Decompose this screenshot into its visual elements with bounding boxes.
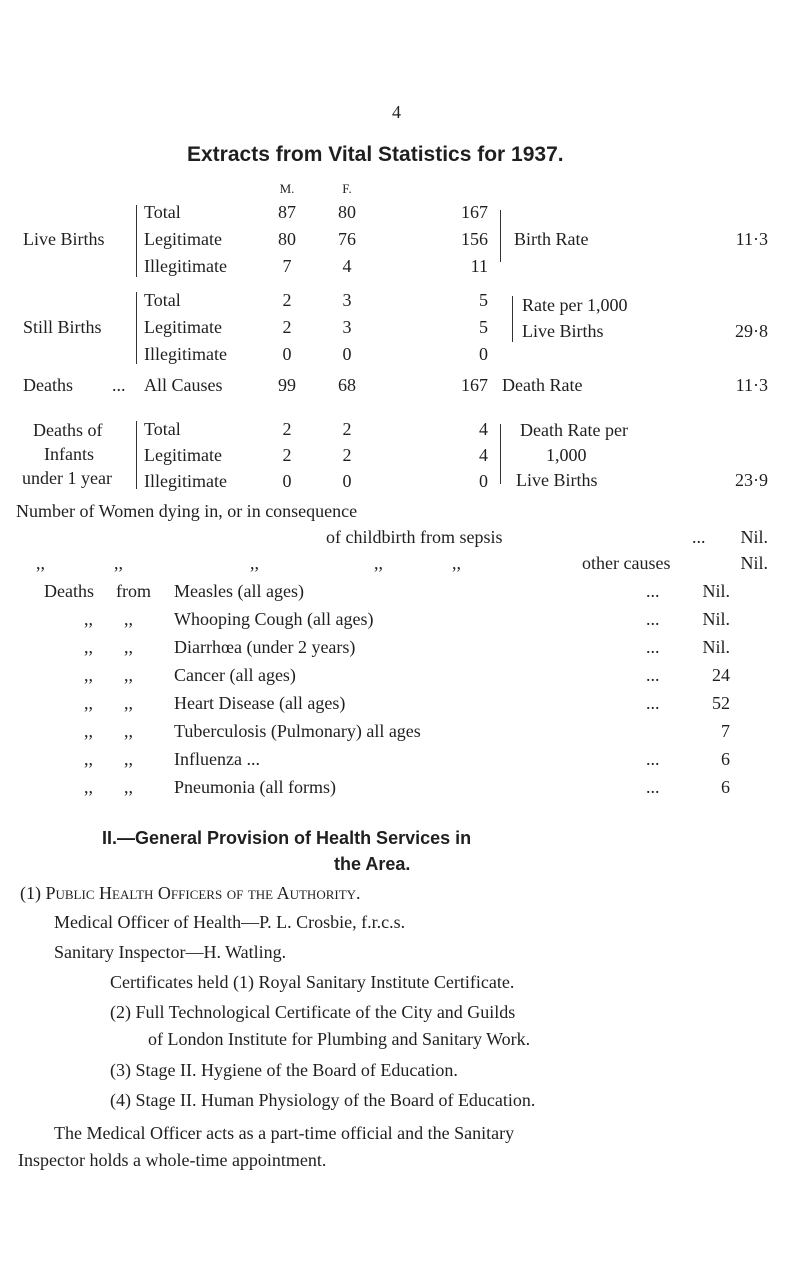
deaths-all-causes: All Causes [144,375,223,395]
live-births-total-f: 80 [338,202,356,222]
still-births-illegit-m: 0 [282,344,292,364]
cause-ditto: ,, [84,637,93,657]
live-births-illegit-t: 11 [470,256,488,276]
cause-ditto: ,, [84,665,93,685]
birth-rate-label: Birth Rate [514,229,589,249]
infant-legit-label: Legitimate [144,445,222,465]
cause-value: Nil. [702,581,730,601]
maternal-line3: other causes [582,553,671,573]
still-births-legit-m: 2 [282,317,292,337]
still-births-legit-f: 3 [342,317,352,337]
brace-birth-rate [500,210,501,262]
maternal-ditto-1: ,, [36,553,45,573]
still-births-label: Still Births [23,317,102,337]
cause-value: Nil. [702,609,730,629]
infant-legit-t: 4 [479,445,488,465]
cause-ditto: ,, [84,777,93,797]
maternal-ditto-5: ,, [452,553,461,573]
cause-name: Cancer (all ages) [174,665,296,685]
infant-total-f: 2 [342,419,352,439]
cause-name: Measles (all ages) [174,581,304,601]
cause-name: Tuberculosis (Pulmonary) all ages [174,721,421,741]
maternal-line2: of childbirth from sepsis [326,527,503,547]
deaths-label: Deaths [23,375,73,395]
cause-name: Diarrhœa (under 2 years) [174,637,356,657]
cause-value: 24 [712,665,730,685]
live-births-legit-label: Legitimate [144,229,222,249]
certificate-line: (3) Stage II. Hygiene of the Board of Education. [110,1060,458,1080]
death-rate-value: 11·3 [735,375,768,395]
section-heading-line2: the Area. [334,854,411,874]
still-births-legit-t: 5 [479,317,488,337]
page-number: 4 [392,102,401,122]
col-header-female: F. [342,181,352,196]
brace-live-births [136,205,137,277]
still-births-total-label: Total [144,290,181,310]
cause-value: Nil. [702,637,730,657]
still-rate-line2-label: Live Births [522,321,604,341]
birth-rate-value: 11·3 [735,229,768,249]
cause-ditto: ,, [84,749,93,769]
still-births-total-t: 5 [479,290,488,310]
infant-rate-line1: Death Rate per [520,420,628,440]
live-births-illegit-label: Illegitimate [144,256,227,276]
cause-value: 6 [721,777,730,797]
subsection-officers: (1) Public Health Officers of the Authority. [20,883,361,903]
cause-name: Heart Disease (all ages) [174,693,346,713]
brace-infants [136,421,137,489]
maternal-ditto-3: ,, [250,553,259,573]
closing-paragraph-line1: The Medical Officer acts as a part-time official and the Sanitary [54,1123,515,1143]
certificate-line: (2) Full Technological Certificate of the City and Guilds [110,1002,516,1022]
maternal-sepsis-value: Nil. [740,527,768,547]
cause-dots: ... [646,749,660,769]
infant-rate-value: 23·9 [735,470,768,490]
live-births-legit-m: 80 [278,229,296,249]
deaths-f: 68 [338,375,356,395]
live-births-illegit-m: 7 [282,256,292,276]
maternal-ditto-4: ,, [374,553,383,573]
cause-dots: ... [646,581,660,601]
infant-total-label: Total [144,419,181,439]
brace-infant-rate [500,424,501,484]
cause-ditto: ,, [84,693,93,713]
cause-value: 7 [721,721,730,741]
death-rate-label: Death Rate [502,375,583,395]
causes-prefix-deaths: Deaths [44,581,94,601]
infant-label-line1: Deaths of [33,420,103,440]
infant-total-t: 4 [479,419,488,439]
deaths-t: 167 [461,375,488,395]
cause-name: Pneumonia (all forms) [174,777,336,797]
still-births-illegit-t: 0 [479,344,488,364]
cause-dots: ... [646,609,660,629]
maternal-line2-dots: ... [692,527,706,547]
cause-dots: ... [646,665,660,685]
still-rate-value: 29·8 [735,321,768,341]
cause-dots: ... [646,637,660,657]
still-rate-line1: Rate per 1,000 [522,295,628,315]
medical-officer: Medical Officer of Health—P. L. Crosbie, f.r.c.s. [54,912,406,932]
live-births-legit-t: 156 [461,229,488,249]
page-title: Extracts from Vital Statistics for 1937. [187,143,564,166]
brace-still-rate [512,296,513,342]
still-births-legit-label: Legitimate [144,317,222,337]
col-header-male: M. [279,181,295,196]
infant-legit-f: 2 [342,445,352,465]
live-births-label: Live Births [23,229,105,249]
still-births-illegit-f: 0 [342,344,352,364]
certificate-line: of London Institute for Plumbing and Sanitary Work. [148,1029,531,1049]
infant-label-line2: Infants [44,444,94,464]
cause-dots: ... [646,693,660,713]
certificate-line: (4) Stage II. Human Physiology of the Board of Education. [110,1090,536,1110]
infant-rate-line2: 1,000 [546,445,587,465]
live-births-legit-f: 76 [338,229,356,249]
live-births-total-t: 167 [461,202,488,222]
infant-total-m: 2 [282,419,292,439]
cause-name: Influenza ... [174,749,260,769]
cause-ditto: ,, [124,721,133,741]
maternal-ditto-2: ,, [114,553,123,573]
cause-ditto: ,, [84,609,93,629]
live-births-total-label: Total [144,202,181,222]
section-heading-line1: II.—General Provision of Health Services in [102,828,472,848]
deaths-m: 99 [278,375,296,395]
sanitary-inspector: Sanitary Inspector—H. Watling. [54,942,287,962]
infant-rate-line3-label: Live Births [516,470,598,490]
brace-still-births [136,292,137,364]
cause-ditto: ,, [124,777,133,797]
cause-ditto: ,, [124,749,133,769]
closing-paragraph-line2: Inspector holds a whole-time appointment. [18,1150,327,1170]
cause-ditto: ,, [124,693,133,713]
infant-legit-m: 2 [282,445,292,465]
infant-illegit-m: 0 [282,471,292,491]
cause-ditto: ,, [124,609,133,629]
live-births-total-m: 87 [278,202,296,222]
cause-value: 52 [712,693,730,713]
cause-ditto: ,, [124,637,133,657]
cause-dots: ... [646,777,660,797]
maternal-line1: Number of Women dying in, or in consequence [16,501,358,521]
still-births-total-f: 3 [342,290,352,310]
live-births-illegit-f: 4 [342,256,352,276]
infant-illegit-t: 0 [479,471,488,491]
infant-illegit-label: Illegitimate [144,471,227,491]
cause-ditto: ,, [124,665,133,685]
still-births-illegit-label: Illegitimate [144,344,227,364]
deaths-dots: ... [112,375,126,395]
causes-prefix-from: from [116,581,151,601]
cause-ditto: ,, [84,721,93,741]
still-births-total-m: 2 [282,290,292,310]
maternal-other-value: Nil. [740,553,768,573]
infant-illegit-f: 0 [342,471,352,491]
cause-value: 6 [721,749,730,769]
cause-name: Whooping Cough (all ages) [174,609,374,629]
certificate-line: Certificates held (1) Royal Sanitary Institute Certificate. [110,972,515,992]
infant-label-line3: under 1 year [22,468,112,488]
